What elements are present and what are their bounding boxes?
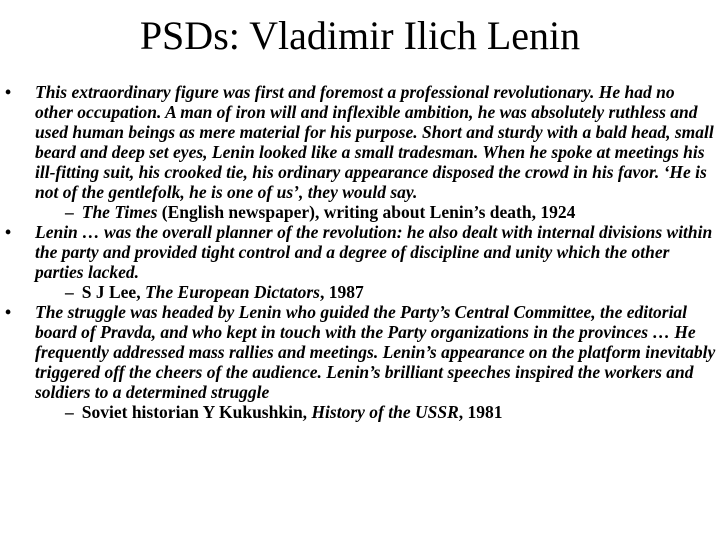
bullet-icon: •	[5, 302, 12, 322]
source-detail: , 1981	[458, 402, 503, 422]
quote-item-lee	[0, 222, 720, 302]
quote-item-kukushkin	[0, 302, 720, 422]
source-detail: , 1987	[319, 282, 364, 302]
quote-attribution	[35, 202, 716, 222]
quote-attribution	[35, 402, 716, 422]
source-author: Soviet historian Y Kukushkin,	[81, 402, 312, 422]
quote-text: The struggle was headed by Lenin who guided the Party’s Central Committee, the editorial board of Pravda, and who kept in touch with the Party organizations in the provinces … He frequently addressed mass rallies and meetings. Lenin’s appearance on the platform inevitably triggered off the cheers of the audience. Lenin’s brilliant speeches inspired the workers and soldiers to a determined struggle	[35, 302, 716, 402]
quote-text: Lenin … was the overall planner of the revolution: he also dealt with internal divisions within the party and provided tight control and a degree of discipline and unity which the other parties lacked.	[35, 222, 713, 282]
quote-list	[0, 82, 720, 422]
source-author: S J Lee,	[81, 282, 145, 302]
dash-icon: –	[65, 202, 74, 222]
source-title: The European Dictators	[144, 282, 320, 302]
slide-title: PSDs: Vladimir Ilich Lenin	[139, 13, 581, 58]
source-detail: (English newspaper), writing about Lenin’s death, 1924	[157, 202, 576, 222]
dash-icon: –	[65, 282, 74, 302]
bullet-icon: •	[5, 222, 12, 242]
quote-attribution	[35, 282, 716, 302]
source-title: The Times	[81, 202, 158, 222]
quote-item-times	[0, 82, 720, 222]
bullet-icon: •	[5, 82, 12, 102]
quote-text: This extraordinary figure was first and foremost a professional revolutionary. He had no other occupation. A man of iron will and inflexible ambition, he was absolutely ruthless and used human beings as mere material for his purpose. Short and sturdy with a bald head, small beard and deep set eyes, Lenin looked like a small tradesman. When he spoke at meetings his ill-fitting suit, his crooked tie, his ordinary appearance disposed the crowd in his favor. ‘He is not of the gentlefolk, he is one of us’, they would say.	[35, 82, 714, 202]
source-title: History of the USSR	[311, 402, 459, 422]
dash-icon: –	[65, 402, 74, 422]
